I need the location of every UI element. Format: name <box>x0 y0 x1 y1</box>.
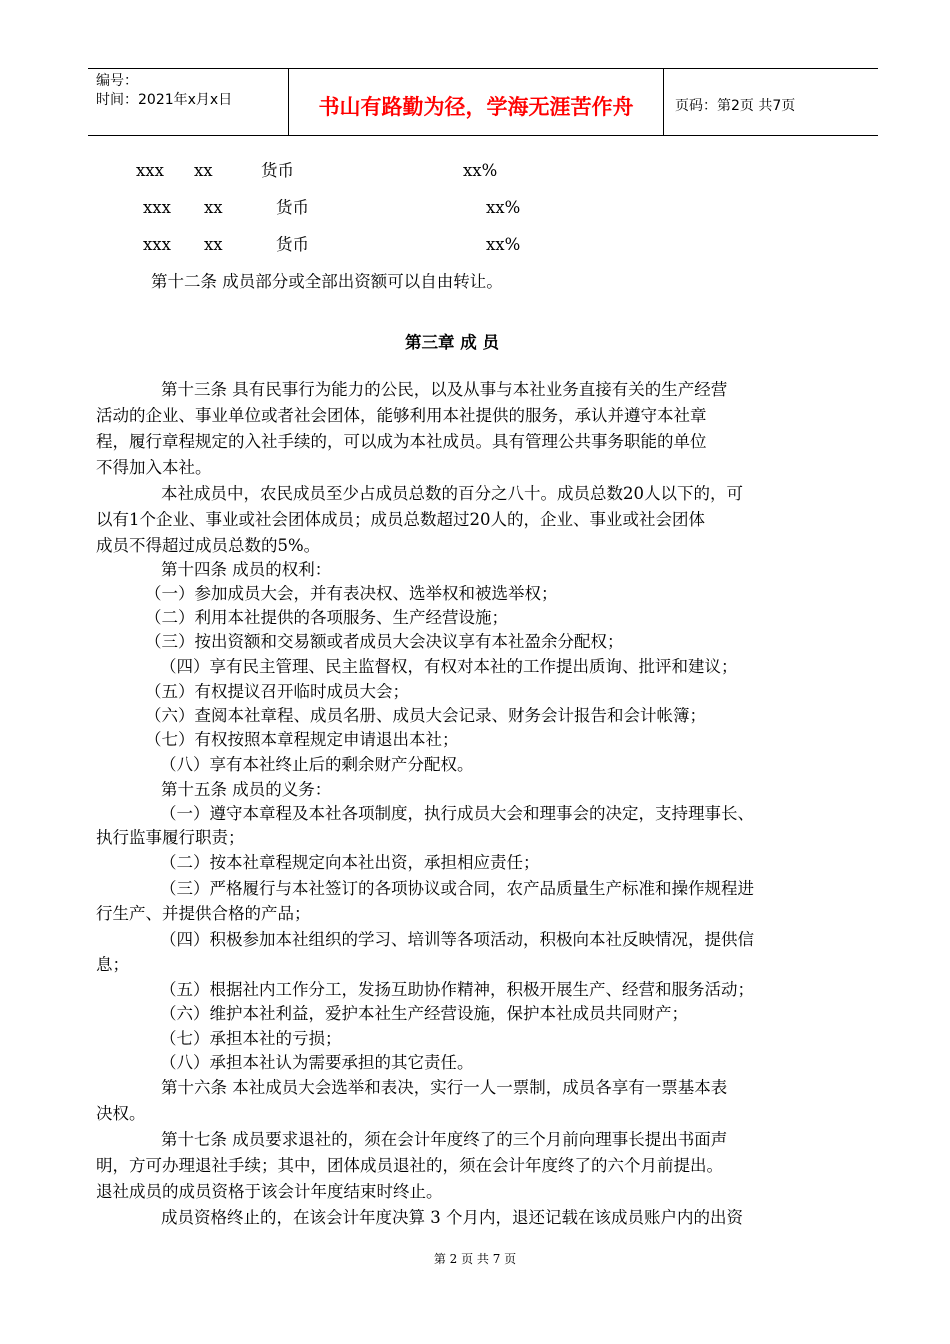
list-item: （八）承担本社认为需要承担的其它责任。 <box>160 1053 474 1072</box>
page-footer: 第 2 页 共 7 页 <box>433 1252 517 1266</box>
list-item: （五）根据社内工作分工，发扬互助协作精神，积极开展生产、经营和服务活动； <box>160 980 754 999</box>
list-item: （三）严格履行与本社签订的各项协议或合同，农产品质量生产标准和操作规程进 <box>160 879 754 898</box>
text-line: 行生产、并提供合格的产品； <box>96 904 311 923</box>
text-line: 退社成员的成员资格于该会计年度结束时终止。 <box>96 1182 443 1201</box>
page-header <box>88 68 878 136</box>
list-item: （四）积极参加本社组织的学习、培训等各项活动，积极向本社反映情况，提供信 <box>160 930 754 949</box>
text-line: 成员资格终止的，在该会计年度决算 3 个月内，退还记载在该成员账户内的出资 <box>161 1208 743 1227</box>
list-item: （三）按出资额和交易额或者成员大会决议享有本社盈余分配权； <box>145 632 624 651</box>
list-item: （一）参加成员大会，并有表决权、选举权和被选举权； <box>145 584 558 603</box>
text-line: 不得加入本社。 <box>96 458 212 477</box>
header-number: 编号： <box>96 73 138 89</box>
text-line: 本社成员中，农民成员至少占成员总数的百分之八十。成员总数20人以下的，可 <box>161 484 743 503</box>
table-cell: xx% <box>463 161 498 180</box>
header-motto-cell <box>288 69 664 135</box>
list-item: （八）享有本社终止后的剩余财产分配权。 <box>160 755 474 774</box>
table-cell: xx <box>194 161 213 180</box>
table-row <box>0 235 950 255</box>
list-item: （五）有权提议召开临时成员大会； <box>145 682 409 701</box>
list-item: （一）遵守本章程及本社各项制度，执行成员大会和理事会的决定，支持理事长、 <box>160 804 754 823</box>
header-motto: 书山有路勤为径，学海无涯苦作舟 <box>318 95 634 119</box>
table-cell: xx% <box>486 235 521 254</box>
table-cell: 货币 <box>261 161 294 180</box>
list-item: （六）查阅本社章程、成员名册、成员大会记录、财务会计报告和会计帐簿； <box>145 706 706 725</box>
table-cell: xxx <box>136 161 164 180</box>
text-line: 息； <box>96 955 129 974</box>
header-page-cell <box>663 69 878 135</box>
table-row <box>0 198 950 218</box>
table-cell: xxx <box>143 235 171 254</box>
list-item: （二）利用本社提供的各项服务、生产经营设施； <box>145 608 508 627</box>
list-item: （七）有权按照本章程规定申请退出本社； <box>145 730 459 749</box>
text-line: 第十五条 成员的义务： <box>161 780 332 799</box>
text-line: 第十六条 本社成员大会选举和表决，实行一人一票制，成员各享有一票基本表 <box>161 1078 728 1097</box>
chapter-title: 第三章 成 员 <box>405 333 499 352</box>
table-cell: xx <box>204 235 223 254</box>
table-cell: xx% <box>486 198 521 217</box>
text-line: 程，履行章程规定的入社手续的，可以成为本社成员。具有管理公共事务职能的单位 <box>96 432 707 451</box>
list-item: （六）维护本社利益，爱护本社生产经营设施，保护本社成员共同财产； <box>160 1004 688 1023</box>
article-12: 第十二条 成员部分或全部出资额可以自由转让。 <box>151 272 503 291</box>
header-date: 时间：2021年x月x日 <box>96 92 233 108</box>
text-line: 活动的企业、事业单位或者社会团体，能够利用本社提供的服务，承认并遵守本社章 <box>96 406 707 425</box>
text-line: 执行监事履行职责； <box>96 828 245 847</box>
list-item: （七）承担本社的亏损； <box>160 1029 342 1048</box>
header-page-number: 页码：第2页 共7页 <box>675 98 796 114</box>
text-line: 成员不得超过成员总数的5%。 <box>96 536 321 555</box>
table-cell: xxx <box>143 198 171 217</box>
text-line: 第十三条 具有民事行为能力的公民，以及从事与本社业务直接有关的生产经营 <box>161 380 728 399</box>
table-cell: 货币 <box>276 198 309 217</box>
table-row <box>0 161 950 181</box>
text-line: 第十七条 成员要求退社的，须在会计年度终了的三个月前向理事长提出书面声 <box>161 1130 728 1149</box>
table-cell: 货币 <box>276 235 309 254</box>
header-meta <box>88 69 288 135</box>
text-line: 第十四条 成员的权利： <box>161 560 332 579</box>
list-item: （二）按本社章程规定向本社出资，承担相应责任； <box>160 853 540 872</box>
text-line: 明，方可办理退社手续；其中，团体成员退社的，须在会计年度终了的六个月前提出。 <box>96 1156 723 1175</box>
list-item: （四）享有民主管理、民主监督权，有权对本社的工作提出质询、批评和建议； <box>160 657 738 676</box>
text-line: 决权。 <box>96 1104 146 1123</box>
text-line: 以有1个企业、事业或社会团体成员；成员总数超过20人的，企业、事业或社会团体 <box>96 510 705 529</box>
table-cell: xx <box>204 198 223 217</box>
